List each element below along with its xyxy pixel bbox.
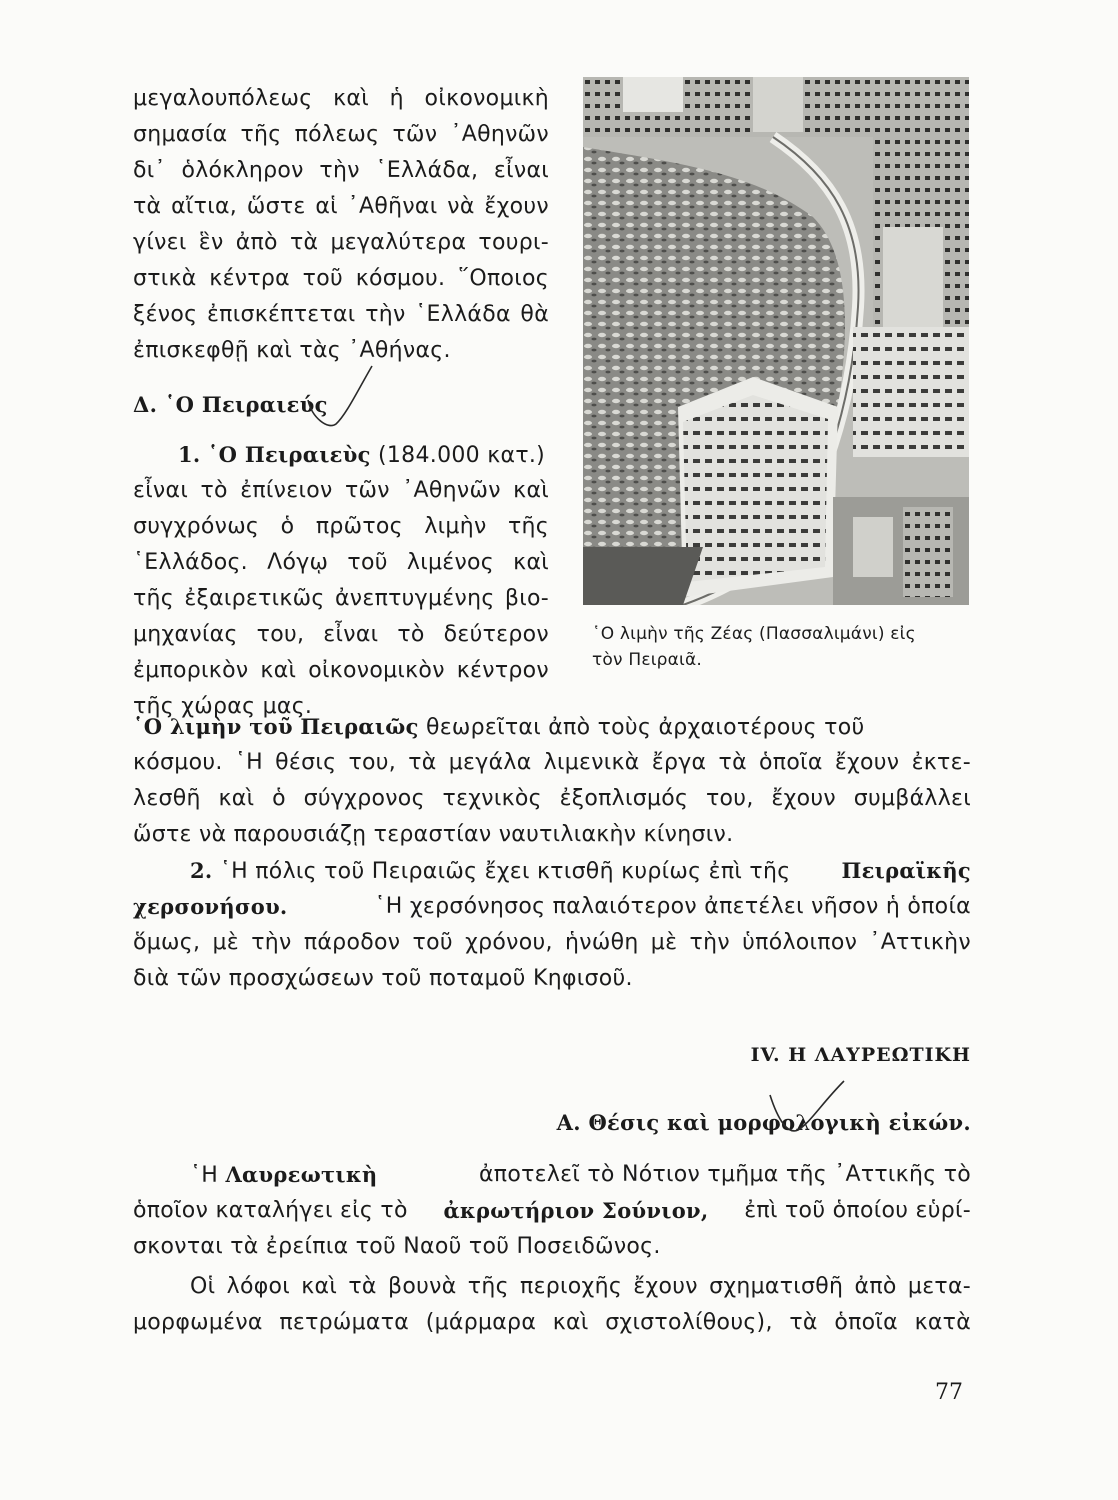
lavreotiki-p1-second-line (133, 1196, 971, 1226)
section-heading-piraeus: Δ. ῾Ο Πειραιεύς (133, 392, 328, 417)
piraeus-p3-start (190, 856, 790, 887)
piraeus-p3-line-3: ὅμως, μὲ τὴν πάροδον τοῦ χρόνου, ἡνώθη μὲ τὴν ὑπόλοιπον ᾿Αττικὴν (133, 930, 971, 955)
lavreotiki-p1-start (190, 1160, 378, 1191)
piraeus-p3-line-4: διὰ τῶν προσχώσεων τοῦ ποταμοῦ Κηφισοῦ. (133, 966, 633, 991)
piraeus-p1-line-8: τῆς χώρας μας. (133, 694, 313, 719)
chapter-title-lavreotiki: IV. Η ΛΑΥΡΕΩΤΙΚΗ (750, 1044, 971, 1066)
intro-line-5: γίνει ἓν ἀπὸ τὰ μεγαλύτερα τουρι- (133, 230, 549, 255)
lavreotiki-article: ῾Η (190, 1163, 219, 1188)
intro-line-3: δι᾿ ὁλόκληρον τὴν ῾Ελλάδα, εἶναι (133, 158, 549, 183)
piraeus-p1-number: 1. (178, 442, 201, 467)
piraeus-p3-text: ῾Η πόλις τοῦ Πειραιῶς ἔχει κτισθῆ κυρίως ἐπὶ τῆς (219, 859, 791, 884)
piraeus-harbor-bold: ῾Ο λιμὴν τοῦ Πειραιῶς (133, 714, 419, 739)
lavreotiki-p1-first-line (190, 1160, 971, 1191)
lavreotiki-bold: Λαυρεωτικὴ (225, 1162, 378, 1187)
piraeus-p1-line-6: μηχανίας του, εἶναι τὸ δεύτερον (133, 622, 549, 647)
piraeus-p3-first-line (190, 856, 971, 887)
intro-line-2: σημασία τῆς πόλεως τῶν ᾿Αθηνῶν (133, 122, 549, 147)
piraeus-p1-line-4: ῾Ελλάδος. Λόγῳ τοῦ λιμένος καὶ (133, 550, 549, 575)
piraeus-p3-second-line (133, 892, 971, 922)
lavreotiki-p1-text-2: ὁποῖον καταλήγει εἰς τὸ (133, 1198, 408, 1223)
piraeus-p2-text: θεωρεῖται ἀπὸ τοὺς ἀρχαιοτέρους τοῦ (425, 715, 865, 740)
piraeus-p2-first-line (133, 712, 864, 743)
intro-line-6: στικὰ κέντρα τοῦ κόσμου. ῞Οποιος (133, 266, 549, 291)
piraeus-p1-first-line (178, 440, 545, 471)
pencil-check-mark-1 (300, 360, 380, 440)
piraeic-bold: Πειραϊκῆς (841, 858, 971, 883)
intro-line-4: τὰ αἴτια, ὥστε αἱ ᾿Αθῆναι νὰ ἔχουν (133, 194, 549, 219)
lavreotiki-p1-text-3: ἐπὶ τοῦ ὁποίου εὑρί- (744, 1198, 971, 1223)
photo-caption-line-1: ῾Ο λιμὴν τῆς Ζέας (Πασσαλιμάνι) εἰς (592, 624, 916, 644)
subheading-position-morphology: Α. Θέσις καὶ μορφολογικὴ εἰκών. (556, 1110, 971, 1135)
zea-harbor-image (583, 77, 969, 605)
photo-caption-line-2: τὸν Πειραιᾶ. (592, 650, 703, 670)
piraeus-p2-line-4: ὥστε νὰ παρουσιάζῃ τεραστίαν ναυτιλιακὴν κίνησιν. (133, 822, 734, 847)
page-number: 77 (935, 1380, 963, 1405)
peninsula-bold: χερσονήσου. (133, 894, 288, 919)
pencil-check-mark-2 (760, 1075, 850, 1145)
sounion-bold: ἀκρωτήριον Σούνιον, (443, 1198, 709, 1223)
piraeus-p1-line-3: συγχρόνως ὁ πρῶτος λιμὴν τῆς (133, 514, 549, 539)
lavreotiki-p1-text: ἀποτελεῖ τὸ Νότιον τμῆμα τῆς ᾿Αττικῆς τὸ (478, 1162, 971, 1187)
lavreotiki-p1-line-3: σκονται τὰ ἐρείπια τοῦ Ναοῦ τοῦ Ποσειδῶνος. (133, 1234, 661, 1259)
lavreotiki-p2-line-1: Οἱ λόφοι καὶ τὰ βουνὰ τῆς περιοχῆς ἔχουν σχηματισθῆ ἀπὸ μετα- (190, 1274, 971, 1299)
piraeus-p3-text-2: ῾Η χερσόνησος παλαιότερον ἀπετέλει νῆσον ἡ ὁποία (374, 894, 971, 919)
harbor-photo (583, 77, 969, 605)
piraeus-p1-line-2: εἶναι τὸ ἐπίνειον τῶν ᾿Αθηνῶν καὶ (133, 478, 549, 503)
piraeus-p2-line-2: κόσμου. ῾Η θέσις του, τὰ μεγάλα λιμενικὰ ἔργα τὰ ὁποῖα ἔχουν ἐκτε- (133, 750, 971, 775)
piraeus-p1-bold: ῾Ο Πειραιεὺς (207, 442, 371, 467)
intro-line-1: μεγαλουπόλεως καὶ ἡ οἰκονομικὴ (133, 86, 549, 111)
piraeus-p1-population: (184.000 κατ.) (378, 443, 546, 468)
piraeus-p1-line-7: ἐμπορικὸν καὶ οἰκονομικὸν κέντρον (133, 658, 549, 683)
intro-line-7: ξένος ἐπισκέπτεται τὴν ῾Ελλάδα θὰ (133, 302, 549, 327)
intro-line-8: ἐπισκεφθῇ καὶ τὰς ᾿Αθήνας. (133, 338, 451, 363)
piraeus-p3-number: 2. (190, 858, 213, 883)
piraeus-p2-line-3: λεσθῆ καὶ ὁ σύγχρονος τεχνικὸς ἐξοπλισμός του, ἔχουν συμβάλλει (133, 786, 971, 811)
piraeus-p1-line-5: τῆς ἐξαιρετικῶς ἀνεπτυγμένης βιο- (133, 586, 549, 611)
lavreotiki-p2-line-2: μορφωμένα πετρώματα (μάρμαρα καὶ σχιστολίθους), τὰ ὁποῖα κατὰ (133, 1310, 971, 1335)
